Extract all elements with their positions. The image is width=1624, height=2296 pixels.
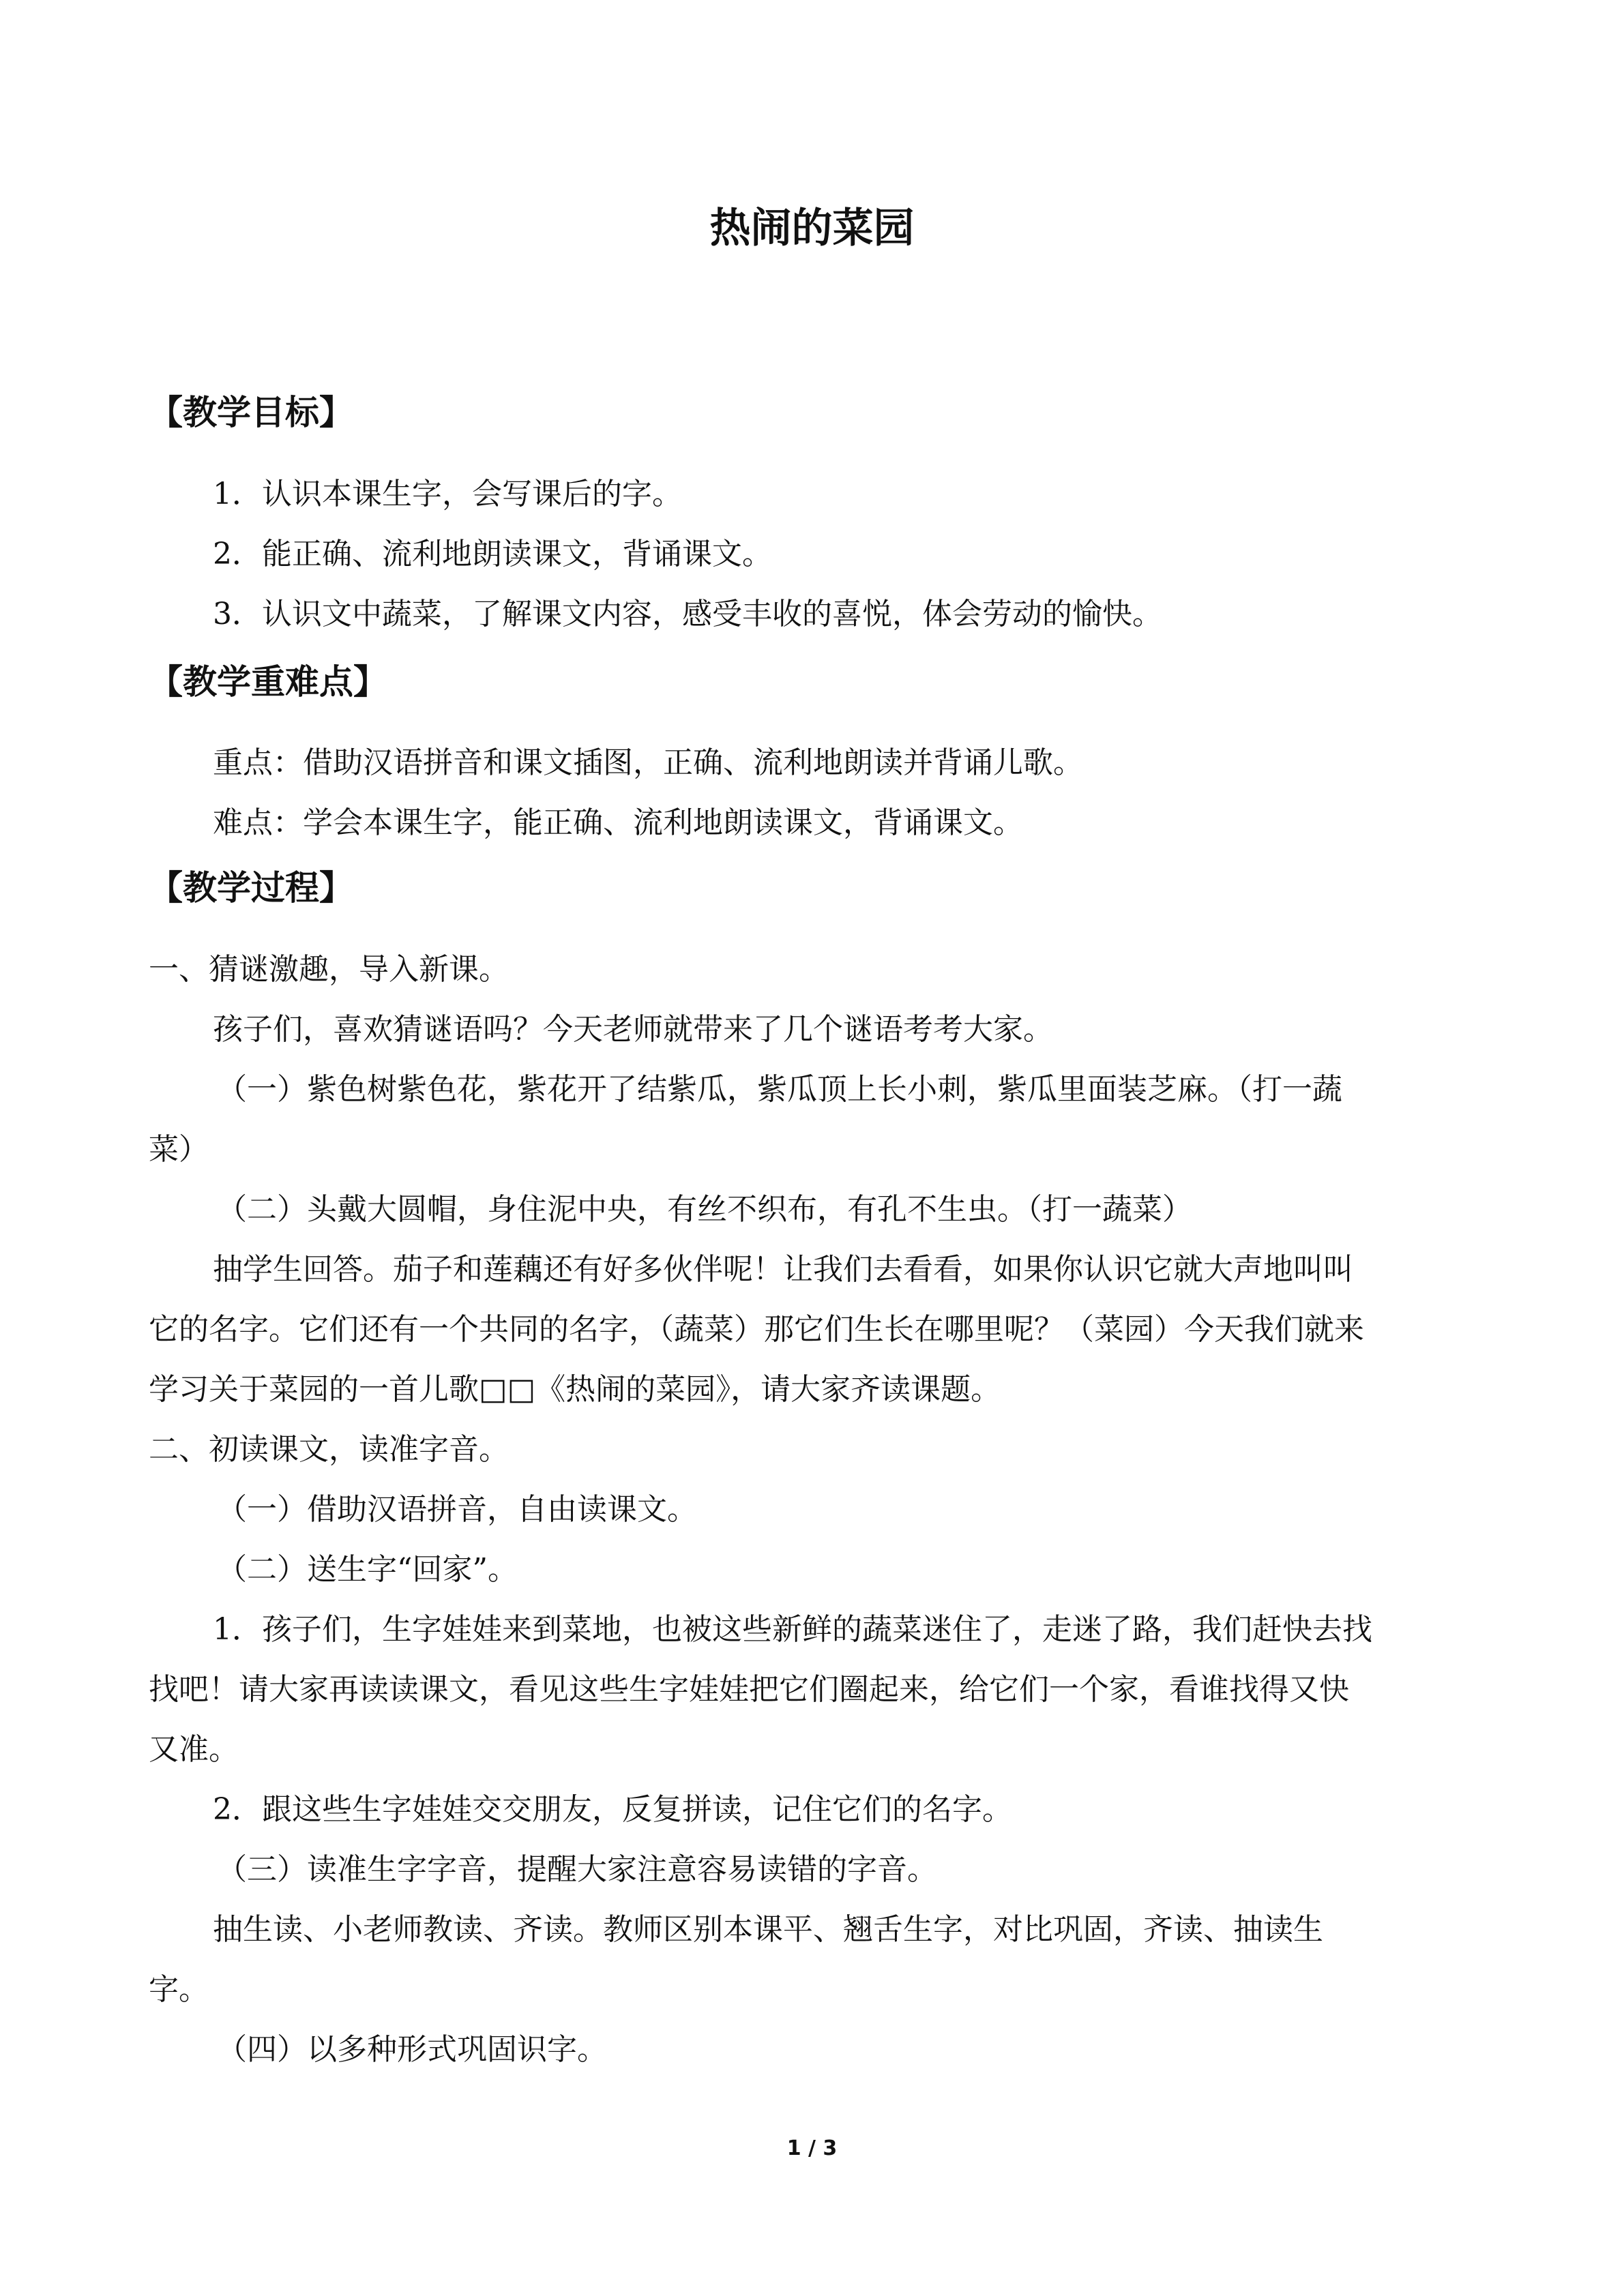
process-line: 一、猜谜激趣，导入新课。 <box>149 952 509 987</box>
process-line: 2．跟这些生字娃娃交交朋友，反复拼读，记住它们的名字。 <box>213 1792 1012 1827</box>
difficulty-line: 难点：学会本课生字，能正确、流利地朗读课文，背诵课文。 <box>213 805 1023 840</box>
process-line: （一）紫色树紫色花，紫花开了结紫瓜，紫瓜顶上长小刺，紫瓜里面装芝麻。（打一蔬 <box>217 1072 1342 1107</box>
process-line: 孩子们，喜欢猜谜语吗？今天老师就带来了几个谜语考考大家。 <box>213 1012 1053 1047</box>
process-line: （二）头戴大圆帽，身住泥中央，有丝不织布，有孔不生虫。（打一蔬菜） <box>217 1192 1192 1227</box>
process-line: 抽学生回答。茄子和莲藕还有好多伙伴呢！让我们去看看，如果你认识它就大声地叫叫 <box>213 1252 1353 1287</box>
process-line: 1．孩子们，生字娃娃来到菜地，也被这些新鲜的蔬菜迷住了，走迷了路，我们赶快去找 <box>213 1612 1372 1647</box>
process-line: 菜） <box>149 1132 209 1167</box>
process-line: 它的名字。它们还有一个共同的名字，（蔬菜）那它们生长在哪里呢？（菜园）今天我们就来 <box>149 1312 1364 1347</box>
process-line: 又准。 <box>149 1732 239 1767</box>
process-line: 二、初读课文，读准字音。 <box>149 1432 509 1467</box>
section-heading-process: 【教学过程】 <box>149 868 353 908</box>
section-heading-goals: 【教学目标】 <box>149 393 353 432</box>
section-heading-key-points: 【教学重难点】 <box>149 662 387 702</box>
process-line: （三）读准生字字音，提醒大家注意容易读错的字音。 <box>217 1852 937 1887</box>
process-line: （四）以多种形式巩固识字。 <box>217 2032 607 2067</box>
process-line: 找吧！请大家再读读课文，看见这些生字娃娃把它们圈起来，给它们一个家，看谁找得又快 <box>149 1672 1349 1707</box>
process-line: （一）借助汉语拼音，自由读课文。 <box>217 1492 697 1527</box>
page-title: 热闹的菜园 <box>709 205 915 252</box>
goal-item: 1．认识本课生字，会写课后的字。 <box>213 477 682 511</box>
process-line: 学习关于菜园的一首儿歌□□《热闹的菜园》，请大家齐读课题。 <box>149 1372 1001 1407</box>
process-line: 字。 <box>149 1972 209 2007</box>
process-line: 抽生读、小老师教读、齐读。教师区别本课平、翘舌生字，对比巩固，齐读、抽读生 <box>213 1912 1323 1947</box>
goal-item: 3．认识文中蔬菜，了解课文内容，感受丰收的喜悦，体会劳动的愉快。 <box>213 597 1162 631</box>
process-line: （二）送生字“回家”。 <box>217 1552 518 1587</box>
goal-item: 2．能正确、流利地朗读课文，背诵课文。 <box>213 537 772 571</box>
page-number: 1 / 3 <box>786 2136 838 2160</box>
focus-line: 重点：借助汉语拼音和课文插图，正确、流利地朗读并背诵儿歌。 <box>213 745 1083 780</box>
